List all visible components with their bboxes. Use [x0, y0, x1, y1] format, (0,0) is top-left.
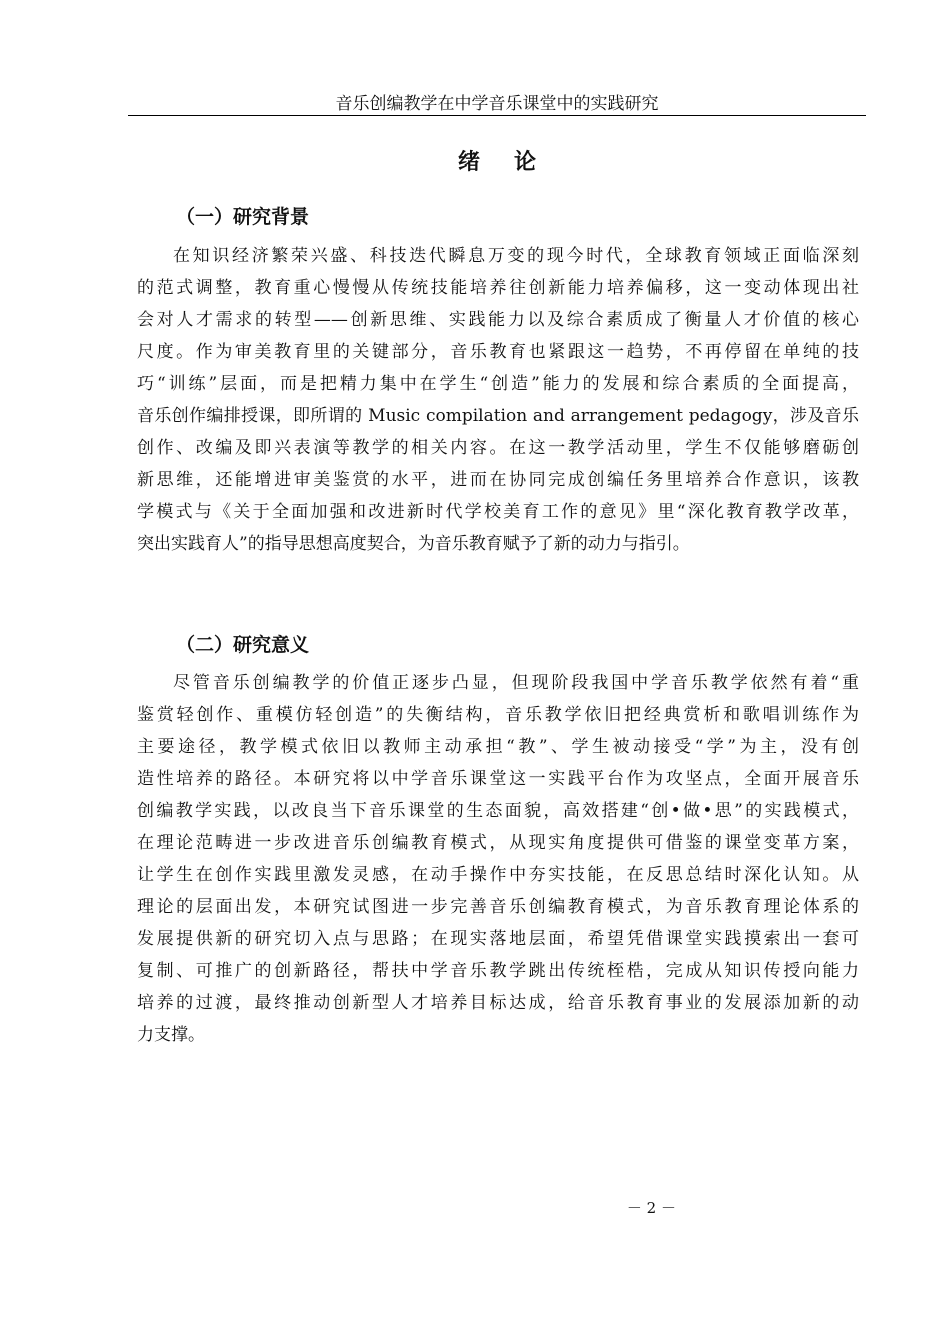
text-line: 力支撑。 [137, 1025, 205, 1045]
text-line: 学模式与《关于全面加强和改进新时代学校美育工作的意见》里“深化教育教学改革， [137, 502, 859, 522]
text-line: 尺度。作为审美教育里的关键部分，音乐教育也紧跟这一趋势，不再停留在单纯的技 [137, 342, 859, 362]
text-line: 巧“训练”层面，而是把精力集中在学生“创造”能力的发展和综合素质的全面提高， [137, 374, 859, 394]
text-line: 发展提供新的研究切入点与思路；在现实落地层面，希望凭借课堂实践摸索出一套可 [137, 929, 859, 949]
header-rule [128, 115, 866, 116]
section-heading-significance: （二）研究意义 [176, 634, 310, 656]
text-line: 会对人才需求的转型——创新思维、实践能力以及综合素质成了衡量人才价值的核心 [137, 310, 859, 330]
text-line: 造性培养的路径。本研究将以中学音乐课堂这一实践平台作为攻坚点，全面开展音乐 [137, 769, 859, 789]
paragraph-significance [137, 667, 859, 1051]
text-line: 在知识经济繁荣兴盛、科技迭代瞬息万变的现今时代，全球教育领域正面临深刻 [173, 246, 859, 266]
text-line: 创作、改编及即兴表演等教学的相关内容。在这一教学活动里，学生不仅能够磨砺创 [137, 438, 859, 458]
section-heading-background: （一）研究背景 [176, 206, 310, 228]
text-line: 突出实践育人”的指导思想高度契合，为音乐教育赋予了新的动力与指引。 [137, 534, 690, 554]
text-line: 的范式调整，教育重心慢慢从传统技能培养往创新能力培养偏移，这一变动体现出社 [137, 278, 859, 298]
text-line: 尽管音乐创编教学的价值正逐步凸显，但现阶段我国中学音乐教学依然有着“重 [173, 673, 859, 693]
paragraph-background [137, 240, 859, 560]
text-line: 主要途径，教学模式依旧以教师主动承担“教”、学生被动接受“学”为主，没有创 [137, 737, 859, 757]
text-line: 复制、可推广的创新路径，帮扶中学音乐教学跳出传统桎梏，完成从知识传授向能力 [137, 961, 859, 981]
text-line: 鉴赏轻创作、重模仿轻创造”的失衡结构，音乐教学依旧把经典赏析和歌唱训练作为 [137, 705, 859, 725]
text-line: 理论的层面出发，本研究试图进一步完善音乐创编教育模式，为音乐教育理论体系的 [137, 897, 859, 917]
page-number: － 2 － [626, 1199, 676, 1217]
text-line: 在理论范畴进一步改进音乐创编教育模式，从现实角度提供可借鉴的课堂变革方案， [137, 833, 859, 853]
text-line: 音乐创作编排授课，即所谓的 Music compilation and arrangement pedagogy，涉及音乐 [137, 406, 859, 426]
text-line: 创编教学实践，以改良当下音乐课堂的生态面貌，高效搭建“创•做•思”的实践模式， [137, 801, 859, 821]
text-line: 新思维，还能增进审美鉴赏的水平，进而在协同完成创编任务里培养合作意识，该教 [137, 470, 859, 490]
chapter-title: 绪论 [457, 150, 570, 175]
text-line: 让学生在创作实践里激发灵感，在动手操作中夯实技能，在反思总结时深化认知。从 [137, 865, 859, 885]
running-header: 音乐创编教学在中学音乐课堂中的实践研究 [335, 94, 659, 114]
text-line: 培养的过渡，最终推动创新型人才培养目标达成，给音乐教育事业的发展添加新的动 [137, 993, 859, 1013]
